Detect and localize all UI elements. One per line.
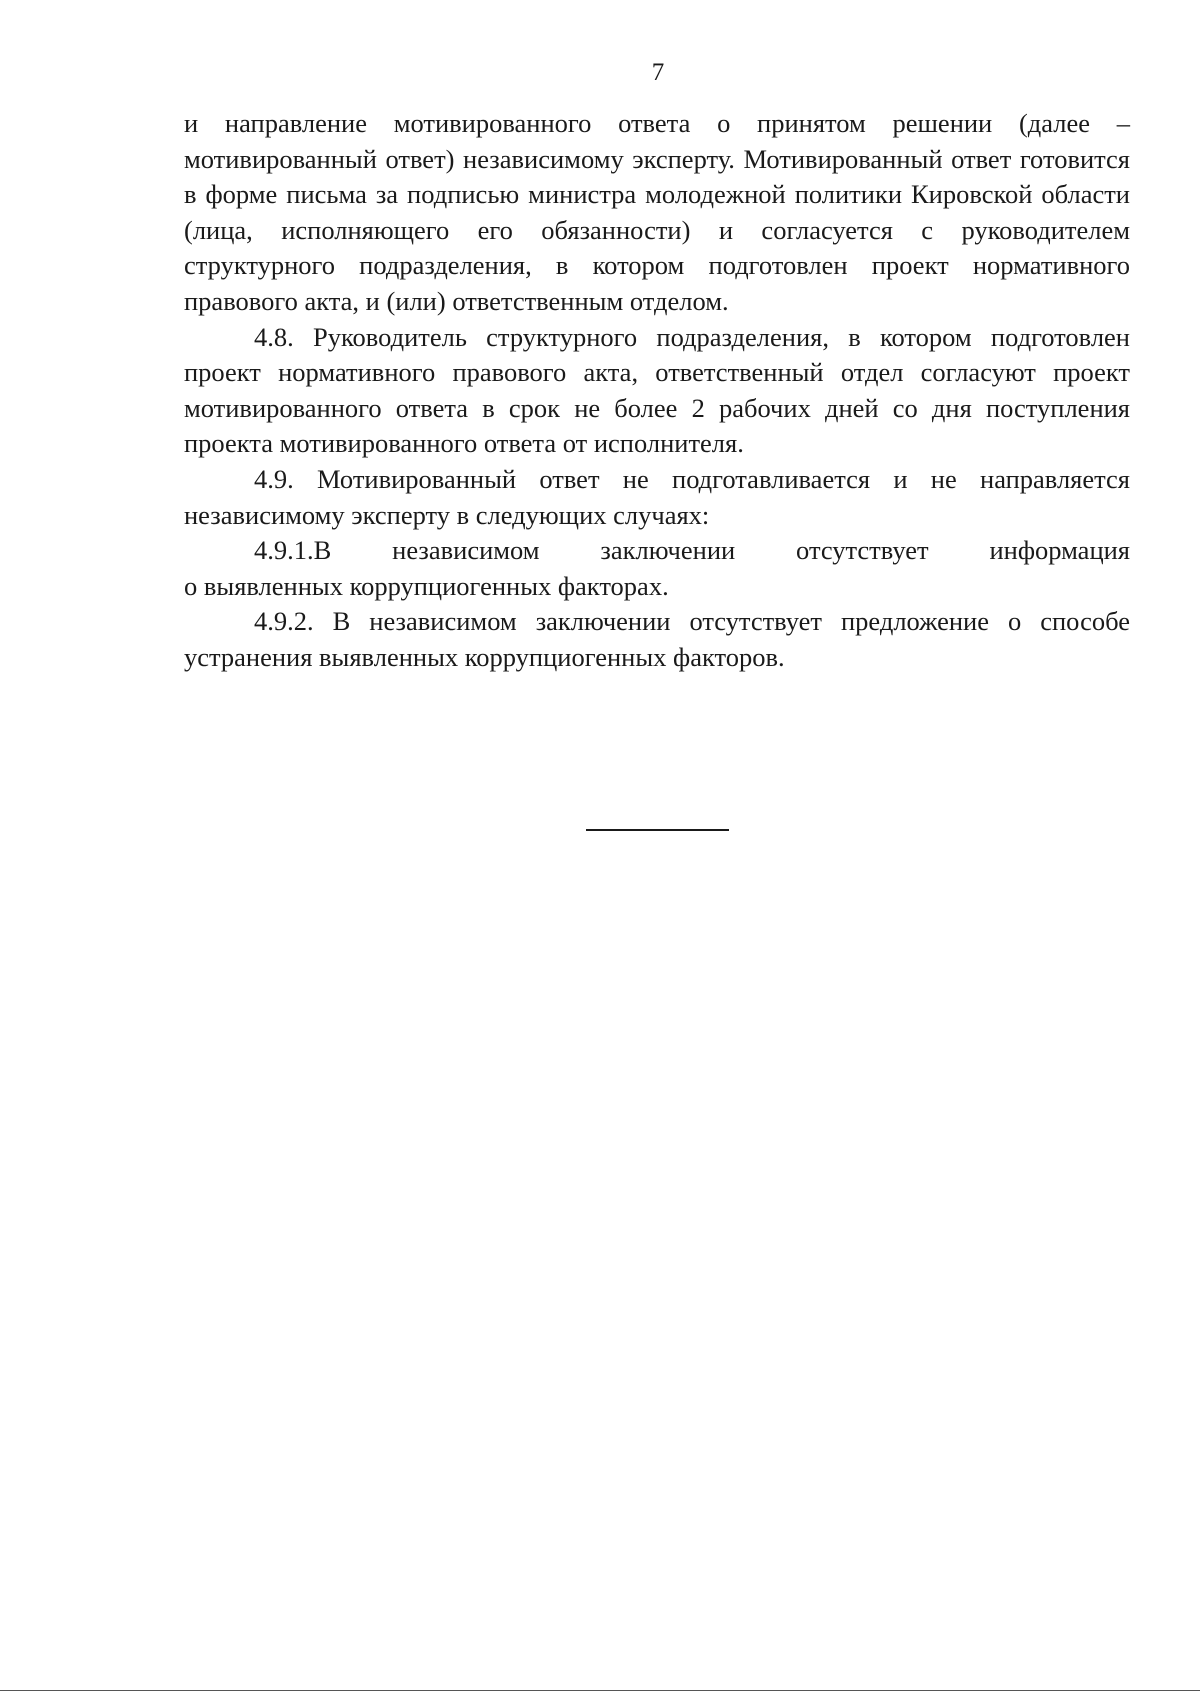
end-of-text-rule	[586, 829, 729, 831]
paragraph-4-8: 4.8. Руководитель структурного подразделения, в котором подготовлен проект нормативного правового акта, ответственный отдел согласуют проект мотивированного ответа в срок не более 2 рабочих дней со дня поступления проекта мотивированного ответа от исполнителя.	[184, 321, 1130, 459]
paragraph-continuation: и направление мотивированного ответа о принятом решении (далее – мотивированный ответ) независимому эксперту. Мотивированный ответ готовится в форме письма за подписью министра молодежной политики Кировской области (лица, исполняющего его обязанности) и согласуется с руководителем структурного подразделения, в котором подготовлен проект нормативного правового акта, и (или) ответственным отделом.	[184, 108, 1130, 316]
paragraph-4-9: 4.9. Мотивированный ответ не подготавливается и не направляется независимому эксперту в следующих случаях:	[184, 463, 1130, 530]
scan-bottom-edge	[0, 1690, 1200, 1691]
paragraph-4-9-1-continuation: о выявленных коррупциогенных факторах.	[184, 570, 669, 601]
document-body	[184, 106, 1130, 676]
paragraph-4-9-1: 4.9.1.В независимом заключении отсутствует информация	[254, 535, 1130, 566]
paragraph-4-9-2: 4.9.2. В независимом заключении отсутствует предложение о способе устранения выявленных коррупциогенных факторов.	[184, 606, 1130, 672]
page-number: 7	[651, 59, 665, 86]
